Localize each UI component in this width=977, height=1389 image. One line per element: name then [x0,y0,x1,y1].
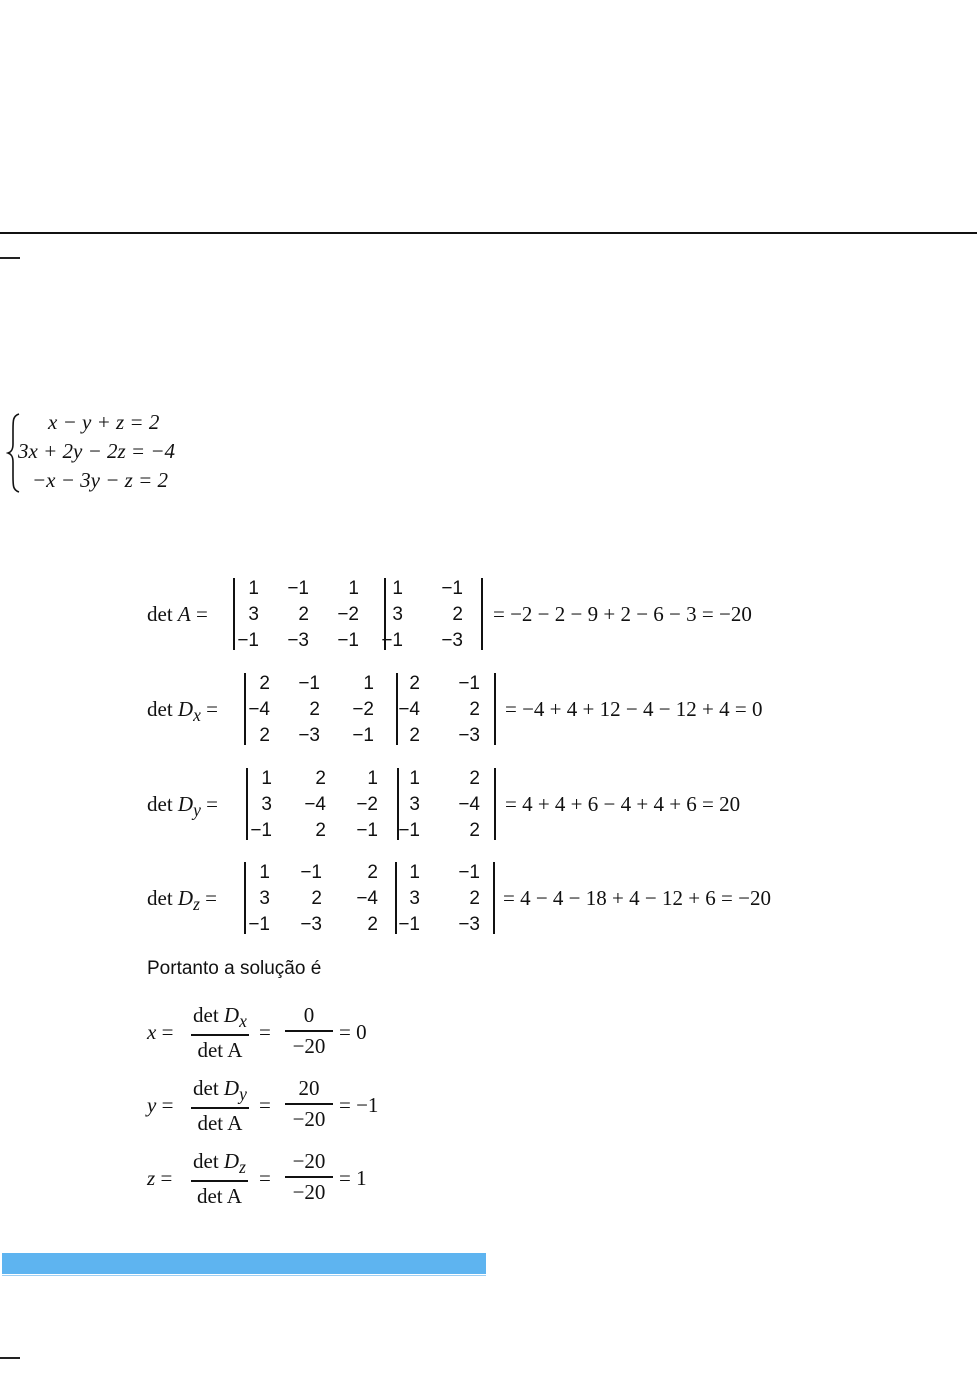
solution-x: x = $\det D_x$ det A = 0 −20 = 0 [147,1003,367,1062]
solution-y: y = $\det D_y$ det A = 20 −20 = −1 [147,1076,379,1135]
det-result: = −2 − 2 − 9 + 2 − 6 − 3 = −20 [493,602,752,626]
horizontal-rule [0,232,977,234]
det-result: = −4 + 4 + 12 − 4 − 12 + 4 = 0 [505,697,763,721]
solution-variable: y = [147,1093,174,1117]
highlight-bar [2,1253,486,1274]
short-dash-mark [0,1357,20,1359]
equation-line-3: −x − 3y − z = 2 [32,468,168,492]
fraction-values: 20 −20 [285,1076,333,1132]
short-dash-mark [0,257,20,259]
solution-variable: z = [147,1166,173,1190]
equation-line-1: x − y + z = 2 [48,410,160,434]
fraction-det: $\det D_x$ det A [193,1003,247,1062]
solution-z: z = $\det D_z$ det A = −20 −20 = 1 [147,1149,367,1208]
fraction-det: $\det D_y$ det A [193,1076,247,1135]
solution-result: = −1 [339,1093,379,1117]
det-label: $\det D_x$ = [147,697,218,726]
solution-result: = 0 [339,1020,367,1044]
det-label: $\det D_z$ = [147,886,217,915]
solution-result: = 1 [339,1166,367,1190]
fraction-values: −20 −20 [285,1149,333,1205]
det-result: = 4 + 4 + 6 − 4 + 4 + 6 = 20 [505,792,741,816]
det-label: det A = [147,602,208,626]
equation-system [6,410,236,494]
equation-line-2: 3x + 2y − 2z = −4 [18,439,175,463]
solution-variable: x = [147,1020,174,1044]
det-label: $\det D_y$ = [147,792,218,821]
fraction-det: $\det D_z$ det A [193,1149,246,1208]
det-result: = 4 − 4 − 18 + 4 − 12 + 6 = −20 [503,886,771,910]
fraction-values: 0 −20 [285,1003,333,1059]
solution-intro: Portanto a solução é [147,958,322,979]
